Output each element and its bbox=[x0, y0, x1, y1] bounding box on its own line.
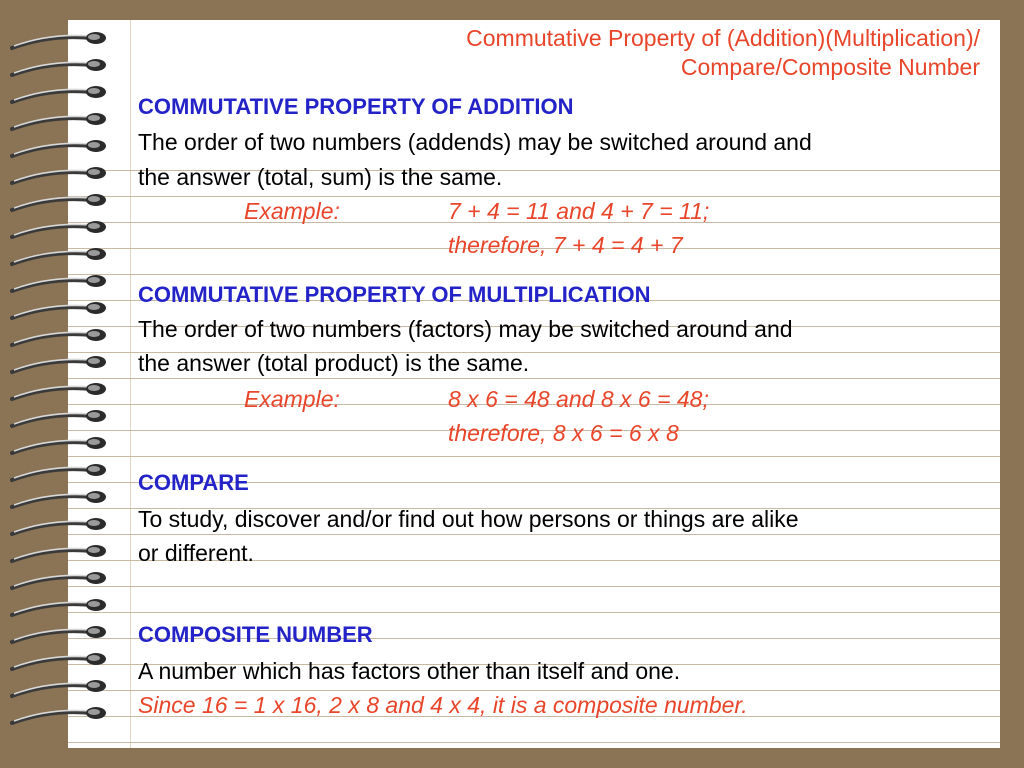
example-multiplication-line-1: 8 x 6 = 48 and 8 x 6 = 48; bbox=[448, 386, 709, 412]
example-label-multiplication: Example: bbox=[244, 386, 340, 412]
spiral-ring-icon bbox=[12, 194, 106, 210]
spiral-ring-icon bbox=[12, 599, 106, 615]
spiral-ring-icon bbox=[12, 59, 106, 75]
spiral-ring-icon bbox=[12, 437, 106, 453]
section-heading-addition: COMMUTATIVE PROPERTY OF ADDITION bbox=[138, 94, 574, 119]
spiral-ring-icon bbox=[12, 680, 106, 696]
spiral-ring-icon bbox=[12, 140, 106, 156]
spiral-binding-icon bbox=[0, 0, 120, 768]
spiral-ring-icon bbox=[12, 275, 106, 291]
example-label-addition: Example: bbox=[244, 198, 340, 224]
section-body-compare-line-1: To study, discover and/or find out how persons or things are alike bbox=[138, 506, 799, 532]
example-multiplication-line-2: therefore, 8 x 6 = 6 x 8 bbox=[448, 420, 679, 446]
section-heading-multiplication: COMMUTATIVE PROPERTY OF MULTIPLICATION bbox=[138, 282, 651, 307]
section-body-compare-line-2: or different. bbox=[138, 540, 254, 566]
spiral-ring-icon bbox=[12, 302, 106, 318]
section-heading-compare: COMPARE bbox=[138, 470, 249, 495]
spiral-ring-icon bbox=[12, 464, 106, 480]
spiral-ring-icon bbox=[12, 410, 106, 426]
spiral-ring-icon bbox=[12, 356, 106, 372]
ruled-line bbox=[68, 742, 1000, 743]
page-title bbox=[466, 24, 980, 82]
section-body-composite: A number which has factors other than itself and one. bbox=[138, 658, 681, 684]
spiral-ring-icon bbox=[12, 167, 106, 183]
spiral-ring-icon bbox=[12, 248, 106, 264]
example-composite: Since 16 = 1 x 16, 2 x 8 and 4 x 4, it is a composite number. bbox=[138, 692, 748, 718]
spiral-ring-icon bbox=[12, 221, 106, 237]
spiral-ring-icon bbox=[12, 572, 106, 588]
spiral-ring-icon bbox=[12, 113, 106, 129]
example-addition-line-1: 7 + 4 = 11 and 4 + 7 = 11; bbox=[448, 198, 710, 224]
spiral-ring-icon bbox=[12, 653, 106, 669]
spiral-ring-icon bbox=[12, 626, 106, 642]
section-body-multiplication-line-1: The order of two numbers (factors) may be switched around and bbox=[138, 316, 793, 342]
ruled-line bbox=[68, 456, 1000, 457]
spiral-ring-icon bbox=[12, 518, 106, 534]
section-body-addition-line-1: The order of two numbers (addends) may be switched around and bbox=[138, 129, 812, 155]
spiral-ring-icon bbox=[12, 491, 106, 507]
ruled-line bbox=[68, 586, 1000, 587]
section-body-addition-line-2: the answer (total, sum) is the same. bbox=[138, 164, 503, 190]
page-title-line-1: Commutative Property of (Addition)(Multiplication)/ bbox=[466, 25, 980, 51]
ruled-line bbox=[68, 378, 1000, 379]
example-addition-line-2: therefore, 7 + 4 = 4 + 7 bbox=[448, 232, 683, 258]
spiral-ring-icon bbox=[12, 32, 106, 48]
spiral-ring-icon bbox=[12, 329, 106, 345]
spiral-ring-icon bbox=[12, 383, 106, 399]
section-heading-composite: COMPOSITE NUMBER bbox=[138, 622, 373, 647]
page-title-line-2: Compare/Composite Number bbox=[680, 54, 980, 80]
ruled-line bbox=[68, 534, 1000, 535]
section-body-multiplication-line-2: the answer (total product) is the same. bbox=[138, 350, 530, 376]
spiral-ring-icon bbox=[12, 545, 106, 561]
spiral-ring-icon bbox=[12, 707, 106, 723]
spiral-ring-icon bbox=[12, 86, 106, 102]
ruled-line bbox=[68, 274, 1000, 275]
ruled-line bbox=[68, 612, 1000, 613]
